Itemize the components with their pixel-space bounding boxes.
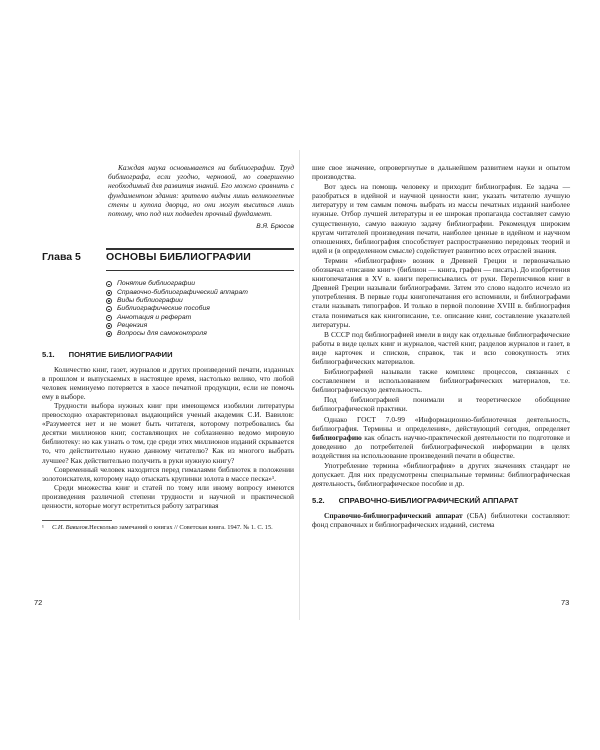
section-heading <box>312 496 570 505</box>
body-paragraph: Под библиографией понимали и теоретическое обобщение библиографической практики. <box>312 395 570 414</box>
body-paragraph: Трудности выбора нужных книг при имеющемся изобилии литературы превосходно охарактеризовал выдающийся ученый академик С.И. Вавилов: «Разумеется нет и не может быть читателя, которому потребовались бы десятки миллионов книг, составляющих не соблазненно ведомо мировую библиотеку: но как узнать о том, где среди этих миллионов изданий скрывается то, что действительно нужно данному читателю? Как из многого выбрать лучшее? Как действительно получить в руки нужную книгу? <box>42 400 294 465</box>
footnote <box>42 524 294 532</box>
sba-text: (СБА) библиотеки составляют: фонд справочных и библиографических изданий, система <box>312 511 570 530</box>
epigraph-author: В.Я. Брюсов <box>256 223 294 231</box>
footnote-author: С.И. Вавилов. <box>52 524 90 532</box>
target-bullet-icon <box>106 331 112 337</box>
toc-item-label: Справочно-библиографический аппарат <box>117 288 248 296</box>
gost-text-after: как область научно-практической деятельности по подготовке и доведению до потребителей библиографической информации в целях воздействия на использование произведений печати в обществе. <box>312 432 570 460</box>
footnote-body <box>52 524 294 532</box>
body-paragraph: Современный человек находится перед гималаями библиотек в положении золотоискателя, которому надо отыскать крупинки золота в массе песка»¹. <box>42 464 294 483</box>
body-paragraph: Библиографией называли также комплекс процессов, связанных с составлением и использованием библиографических материалов, т.е. библиографическую деятельность. <box>312 367 570 395</box>
body-paragraph: Вот здесь на помощь человеку и приходит библиография. Ее задача — разобраться в идейной и научной ценности книг, указать читателю лучшую литературу и тем самым помочь выбрать из массы печатных изданий наиболее нужные. Отбор лучшей литературы и ее широкая пропаганда составляет самую существенную, самую важную задачу библиографии. Рекомендуя широким кругам читателей произведения печати, наиболее ценные в идейном и научном отношениях, библиография способствует распространению передовых теорий и идей и (в определенном смысле) содействует развитию всех отраслей знания. <box>312 182 570 255</box>
toc-item <box>106 289 294 297</box>
chapter-bottom-rule <box>106 270 294 271</box>
toc-item-label: Библиографические пособия <box>117 305 210 313</box>
chapter-number: Глава 5 <box>42 251 81 264</box>
target-bullet-icon <box>106 290 112 296</box>
toc-item <box>106 330 294 338</box>
epigraph <box>108 163 294 231</box>
term-sba: Справочно-библиографический аппарат <box>324 511 463 521</box>
target-bullet-icon <box>106 315 112 321</box>
toc-item-label: Аннотация и реферат <box>117 313 192 321</box>
chapter-header <box>42 248 294 278</box>
right-page <box>312 163 570 530</box>
gost-text-before: Однако ГОСТ 7.0-99 «Информационно-библиотечная деятельность, библиография. Термины и определения», действующий сегодня, определяет <box>312 414 570 433</box>
chapter-top-rule <box>106 248 294 250</box>
left-page-number: 72 <box>34 598 43 607</box>
left-page <box>42 163 294 532</box>
chapter-title: ОСНОВЫ БИБЛИОГРАФИИ <box>106 251 251 264</box>
section-title: ПОНЯТИЕ БИБЛИОГРАФИИ <box>68 349 173 359</box>
target-bullet-icon <box>106 281 112 287</box>
sba-paragraph <box>312 511 570 529</box>
toc-item-label: Вопросы для самоконтроля <box>117 330 207 338</box>
toc-item-label: Виды библиографии <box>117 297 183 305</box>
body-paragraph: Среди множества книг и статей по тому или иному вопросу имеются произведения различной степени трудности и научной и практической ценности, которые могут встретиться работу затрагивая <box>42 482 294 510</box>
toc-item-label: Понятие библиографии <box>117 280 196 288</box>
section-heading <box>42 350 294 359</box>
term-bibliography: библиографию <box>312 432 362 442</box>
footnote-text: Несколько замечаний о книгах // Советская книга. 1947. № 1. С. 15. <box>89 524 273 532</box>
body-paragraph: Термин «библиография» возник в Древней Греции и первоначально обозначал «писание книг» (библион — книга, графен — писать). До изобретения книгопечатания в XV в. книги переписывались от руки. Переписчиков книг в Древней Греции называли библиографами. Затем это слово надолго исчезло из употребления. В первые годы книгопечатания его вспомнили, и библиографами стали называть типографов. И только в первой половине XVIII в. библиография стала пониматься как книгописание, т.е. описание книг, составление указателей литературы. <box>312 255 570 329</box>
body-paragraph: шие свое значение, опровергнутые в дальнейшем развитием науки и опытом производства. <box>312 163 570 182</box>
page-gutter <box>299 150 300 620</box>
footnote-number: ¹ <box>42 524 44 532</box>
target-bullet-icon <box>106 298 112 304</box>
toc-item <box>106 280 294 288</box>
chapter-contents <box>106 280 294 338</box>
section-number: 5.1. <box>42 349 55 359</box>
target-bullet-icon <box>106 306 112 312</box>
gost-paragraph <box>312 415 570 460</box>
body-paragraph: Употребление термина «библиография» в других значениях стандарт не допускает. Для них предусмотрены специальные термины: библиографическая деятельность, библиографическое пособие и др. <box>312 461 570 489</box>
toc-item-label: Рецензия <box>117 321 148 329</box>
toc-item <box>106 305 294 313</box>
toc-item <box>106 322 294 330</box>
right-page-number: 73 <box>561 598 570 607</box>
epigraph-text: Каждая наука основывается на библиографии. Труд библиографа, если угодно, черновой, но совершенно необходимый для развития знаний. Его можно сравнить с фундаментом здания: зрителю видны лишь великолепные стены и купола дворца, но они могут выситься лишь потому, что под них подведен прочный фундамент. <box>108 163 294 219</box>
body-paragraph: В СССР под библиографией имели в виду как отдельные библиографические работы в виде целых книг и журналов, частей книг, разделов журналов и газет, в виде карточек и списков, справок, так и всю совокупность этих библиографических материалов. <box>312 329 570 366</box>
body-paragraph: Количество книг, газет, журналов и других произведений печати, изданных в прошлом и выпускаемых в настоящее время, настолько велико, что любой человек неминуемо потеряется в хаосе печатной продукции, если не помочь ему в выборе. <box>42 364 294 401</box>
footnote-rule <box>42 520 112 521</box>
toc-item <box>106 314 294 322</box>
section-number: 5.2. <box>312 496 325 506</box>
section-title: СПРАВОЧНО-БИБЛИОГРАФИЧЕСКИЙ АППАРАТ <box>338 496 519 506</box>
target-bullet-icon <box>106 323 112 329</box>
